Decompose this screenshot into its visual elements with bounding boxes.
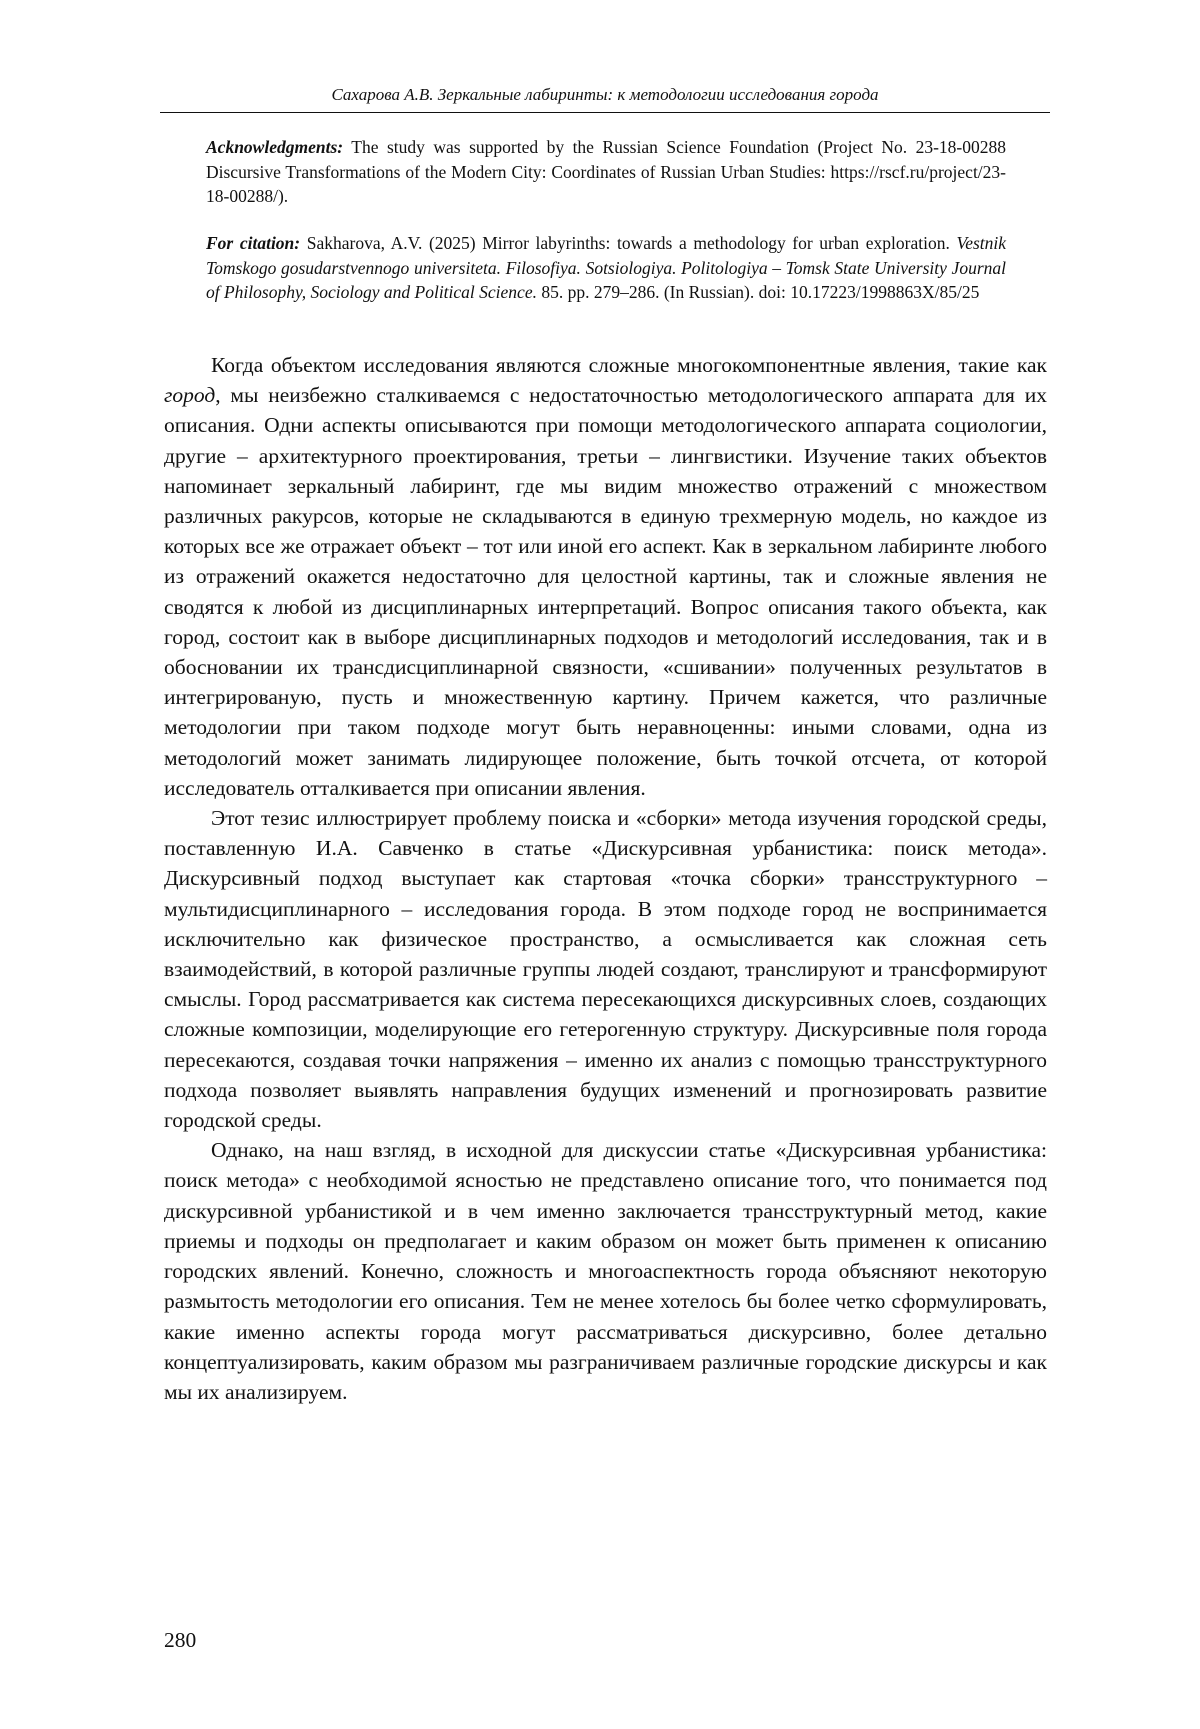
citation <box>206 231 1006 305</box>
paragraph-1-start: Когда объектом исследования являются сложные многокомпонентные явления, такие как <box>211 353 1047 377</box>
paragraph-1-rest: , мы неизбежно сталкиваемся с недостаточностью методологического аппарата для их описания. Одни аспекты описываются при помощи методологического аппарата социологии, другие – архитектурного проектирования, третьи – лингвистики. Изучение таких объектов напоминает зеркальный лабиринт, где мы видим множество отражений с множеством различных ракурсов, которые не складываются в единую трехмерную модель, но каждое из которых все же отражает объект – тот или иной его аспект. Как в зеркальном лабиринте любого из отражений окажется недостаточно для целостной картины, так и сложные явления не сводятся к любой из дисциплинарных интерпретаций. Вопрос описания такого объекта, как город, состоит как в выборе дисциплинарных подходов и методологий исследования, так и в обосновании их трансдисциплинарной связности, «сшивании» полученных результатов в интегрированую, пусть и множественную картину. Причем кажется, что различные методологии при таком подходе могут быть неравноценны: иными словами, одна из методологий может занимать лидирующее положение, быть точкой отсчета, от которой исследователь отталкивается при описании явления. <box>164 383 1047 800</box>
italic-term-gorod: город <box>164 383 216 408</box>
page-number: 280 <box>164 1628 197 1652</box>
citation-journal: Vestnik Tomskogo gosudarstvennogo universiteta. Filosofiya. Sotsiologiya. Politologiya – Tomsk State University Journal of Philosophy, Sociology and Political Science. <box>206 233 1007 302</box>
acknowledgments-text: The study was supported by the Russian Science Foundation (Project No. 23-18-00288 Discursive Transformations of the Modern City: Coordinates of Russian Urban Studies: https://rscf.ru/project/23-18-00288/). <box>206 137 1006 206</box>
body-paragraph-1 <box>164 350 1047 803</box>
running-head: Сахарова А.В. Зеркальные лабиринты: к методологии исследования города <box>331 85 879 104</box>
body-paragraph-3: Однако, на наш взгляд, в исходной для дискуссии статье «Дискурсивная урбанистика: поиск метода» с необходимой ясностью не представлено описание того, что понимается под дискурсивной урбанистикой и в чем именно заключается трансструктурный метод, какие приемы и подходы он предполагает и каким образом он может быть применен к описанию городских явлений. Конечно, сложность и многоаспектность города объясняют некоторую размытость методологии его описания. Тем не менее хотелось бы более четко сформулировать, какие именно аспекты города могут рассматриваться дискурсивно, более детально концептуализировать, каким образом мы разграничиваем различные городские дискурсы и как мы их анализируем. <box>164 1138 1047 1404</box>
body-paragraph-2: Этот тезис иллюстрирует проблему поиска и «сборки» метода изучения городской среды, поставленную И.А. Савченко в статье «Дискурсивная урбанистика: поиск метода». Дискурсивный подход выступает как стартовая «точка сборки» трансструктурного – мультидисциплинарного – исследования города. В этом подходе город не воспринимается исключительно как физическое пространство, а осмысливается как сложная сеть взаимодействий, в которой различные группы людей создают, транслируют и трансформируют смыслы. Город рассматривается как система пересекающихся дискурсивных слоев, создающих сложные композиции, моделирующие его гетерогенную структуру. Дискурсивные поля города пересекаются, создавая точки напряжения – именно их анализ с помощью трансструктурного подхода позволяет выявлять направления будущих изменений и прогнозировать развитие городской среды. <box>164 806 1047 1133</box>
acknowledgments <box>206 135 1006 209</box>
citation-part2: 85. pp. 279–286. (In Russian). doi: 10.17223/1998863X/85/25 <box>541 282 980 302</box>
acknowledgments-label: Acknowledgments: <box>206 137 344 157</box>
header-rule <box>160 112 1050 113</box>
citation-part1: Sakharova, A.V. (2025) Mirror labyrinths: towards a methodology for urban exploration. <box>306 233 950 253</box>
citation-label: For citation: <box>206 233 301 253</box>
article-body <box>164 350 1047 1407</box>
